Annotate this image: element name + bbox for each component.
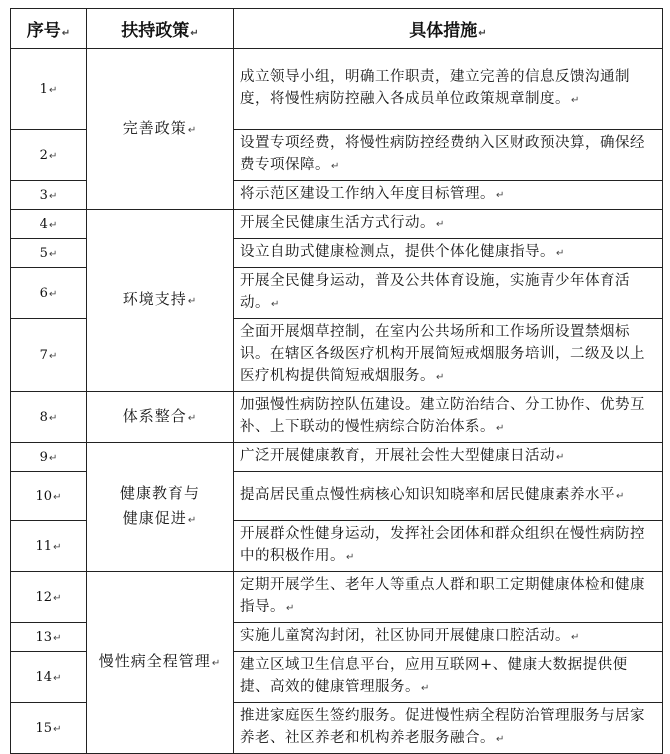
measure-cell xyxy=(234,472,663,521)
paragraph-mark-icon: ↵ xyxy=(53,592,62,604)
table-row xyxy=(11,572,663,623)
table-row xyxy=(11,49,663,130)
row-num xyxy=(11,703,87,754)
paragraph-mark-icon: ↵ xyxy=(571,95,580,106)
row-num xyxy=(11,181,87,210)
cell-text: 开展全民健身运动，普及公共体育设施，实施青少年体育活动。 xyxy=(240,273,630,311)
cell-text: 全面开展烟草控制，在室内公共场所和工作场所设置禁烟标识。在辖区各级医疗机构开展简短戒烟服务培训，二级及以上医疗机构提供简短戒烟服务。 xyxy=(240,324,645,384)
paragraph-mark-icon: ↵ xyxy=(496,423,505,434)
cell-text: 具体措施 xyxy=(409,21,478,41)
cell-text: 设置专项经费，将慢性病防控经费纳入区财政预决算，确保经费专项保障。 xyxy=(240,135,645,173)
cell-text: 完善政策 xyxy=(122,118,187,137)
paragraph-mark-icon: ↵ xyxy=(53,632,62,644)
header-num xyxy=(11,9,87,49)
measure-cell xyxy=(234,392,663,443)
paragraph-mark-icon: ↵ xyxy=(436,372,445,383)
measure-cell xyxy=(234,572,663,623)
measure-cell xyxy=(234,521,663,572)
cell-text: 环境支持 xyxy=(122,290,187,308)
paragraph-mark-icon: ↵ xyxy=(48,150,58,162)
paragraph-mark-icon: ↵ xyxy=(286,603,295,614)
paragraph-mark-icon: ↵ xyxy=(478,28,487,39)
cell-text: 7 xyxy=(39,347,48,363)
cell-text: 1 xyxy=(39,81,48,97)
row-num xyxy=(11,472,87,521)
cell-text: 扶持政策 xyxy=(121,21,190,41)
paragraph-mark-icon: ↵ xyxy=(331,161,340,172)
table-row xyxy=(11,392,663,443)
paragraph-mark-icon: ↵ xyxy=(48,350,58,362)
measure-cell xyxy=(234,181,663,210)
paragraph-mark-icon: ↵ xyxy=(53,491,62,503)
measure-cell xyxy=(234,652,663,703)
paragraph-mark-icon: ↵ xyxy=(556,248,565,259)
cell-text: 定期开展学生、老年人等重点人群和职工定期健康体检和健康指导。 xyxy=(240,577,645,615)
row-num xyxy=(11,239,87,268)
paragraph-mark-icon: ↵ xyxy=(187,124,198,136)
paragraph-mark-icon: ↵ xyxy=(48,190,58,202)
cell-text: 4 xyxy=(39,216,48,232)
measure-cell xyxy=(234,319,663,392)
cell-text: 将示范区建设工作纳入年度目标管理。 xyxy=(240,186,495,202)
row-num xyxy=(11,210,87,239)
paragraph-mark-icon: ↵ xyxy=(496,734,505,745)
policy-line-1: 健康教育与 xyxy=(119,484,200,502)
policy-line-2: 健康促进 xyxy=(122,509,187,527)
policy-cell xyxy=(87,49,234,210)
cell-text: 6 xyxy=(39,285,48,301)
paragraph-mark-icon: ↵ xyxy=(496,190,505,201)
measure-cell xyxy=(234,268,663,319)
paragraph-mark-icon: ↵ xyxy=(211,658,222,669)
paragraph-mark-icon: ↵ xyxy=(53,672,62,684)
table-row xyxy=(11,210,663,239)
row-num xyxy=(11,572,87,623)
row-num xyxy=(11,130,87,181)
cell-text: 慢性病全程管理 xyxy=(98,652,211,670)
cell-text: 提高居民重点慢性病核心知识知晓率和居民健康素养水平 xyxy=(240,487,615,503)
row-num xyxy=(11,652,87,703)
cell-text: 开展群众性健身运动，发挥社会团体和群众组织在慢性病防控中的积极作用。 xyxy=(240,526,645,564)
measure-cell xyxy=(234,623,663,652)
paragraph-mark-icon: ↵ xyxy=(421,683,430,694)
row-num xyxy=(11,49,87,130)
paragraph-mark-icon: ↵ xyxy=(556,452,565,463)
cell-text: 14 xyxy=(35,669,53,685)
paragraph-mark-icon: ↵ xyxy=(571,632,580,643)
paragraph-mark-icon: ↵ xyxy=(436,219,445,230)
row-num xyxy=(11,623,87,652)
paragraph-mark-icon: ↵ xyxy=(48,84,58,96)
paragraph-mark-icon: ↵ xyxy=(53,541,62,553)
header-policy xyxy=(87,9,234,49)
cell-text: 加强慢性病防控队伍建设。建立防治结合、分工协作、优势互补、上下联动的慢性病综合防治体系。 xyxy=(240,397,645,435)
measure-cell xyxy=(234,210,663,239)
cell-text: 8 xyxy=(39,409,48,425)
measure-cell xyxy=(234,49,663,130)
cell-text: 12 xyxy=(35,589,53,605)
row-num xyxy=(11,268,87,319)
cell-text: 成立领导小组，明确工作职责，建立完善的信息反馈沟通制度，将慢性病防控融入各成员单位政策规章制度。 xyxy=(240,69,630,107)
header-row xyxy=(11,9,663,49)
table-row xyxy=(11,443,663,472)
paragraph-mark-icon: ↵ xyxy=(61,28,71,39)
paragraph-mark-icon: ↵ xyxy=(48,248,58,260)
paragraph-mark-icon: ↵ xyxy=(53,723,62,735)
cell-text: 2 xyxy=(39,147,48,163)
policy-cell xyxy=(87,210,234,392)
row-num xyxy=(11,392,87,443)
cell-text: 5 xyxy=(39,245,48,261)
measure-cell xyxy=(234,239,663,268)
row-num xyxy=(11,443,87,472)
cell-text: 10 xyxy=(35,488,53,504)
header-measure xyxy=(234,9,663,49)
paragraph-mark-icon: ↵ xyxy=(346,552,355,563)
cell-text: 序号 xyxy=(26,21,61,41)
paragraph-mark-icon: ↵ xyxy=(48,452,58,464)
policy-table xyxy=(10,8,663,754)
row-num xyxy=(11,521,87,572)
measure-cell xyxy=(234,703,663,754)
policy-cell xyxy=(87,572,234,754)
cell-text: 9 xyxy=(39,449,48,465)
policy-cell xyxy=(87,443,234,572)
cell-text: 建立区域卫生信息平台，应用互联网+、健康大数据提供便捷、高效的健康管理服务。 xyxy=(240,657,628,695)
cell-text: 推进家庭医生签约服务。促进慢性病全程防治管理服务与居家养老、社区养老和机构养老服务融合。 xyxy=(240,708,645,746)
paragraph-mark-icon: ↵ xyxy=(187,515,198,526)
paragraph-mark-icon: ↵ xyxy=(271,299,280,310)
measure-cell xyxy=(234,443,663,472)
cell-text: 13 xyxy=(35,629,53,645)
cell-text: 11 xyxy=(35,538,53,554)
cell-text: 15 xyxy=(35,720,53,736)
cell-text: 实施儿童窝沟封闭，社区协同开展健康口腔活动。 xyxy=(240,628,570,644)
measure-cell xyxy=(234,130,663,181)
policy-cell xyxy=(87,392,234,443)
paragraph-mark-icon: ↵ xyxy=(48,219,58,231)
cell-text: 设立自助式健康检测点，提供个体化健康指导。 xyxy=(240,244,555,260)
row-num xyxy=(11,319,87,392)
cell-text: 开展全民健康生活方式行动。 xyxy=(240,215,435,231)
cell-text: 体系整合 xyxy=(122,406,187,425)
paragraph-mark-icon: ↵ xyxy=(616,491,625,502)
cell-text: 3 xyxy=(39,187,48,203)
paragraph-mark-icon: ↵ xyxy=(190,28,199,39)
paragraph-mark-icon: ↵ xyxy=(48,288,58,300)
paragraph-mark-icon: ↵ xyxy=(187,296,198,307)
paragraph-mark-icon: ↵ xyxy=(187,412,198,424)
cell-text: 广泛开展健康教育，开展社会性大型健康日活动 xyxy=(240,448,555,464)
paragraph-mark-icon: ↵ xyxy=(48,412,58,424)
